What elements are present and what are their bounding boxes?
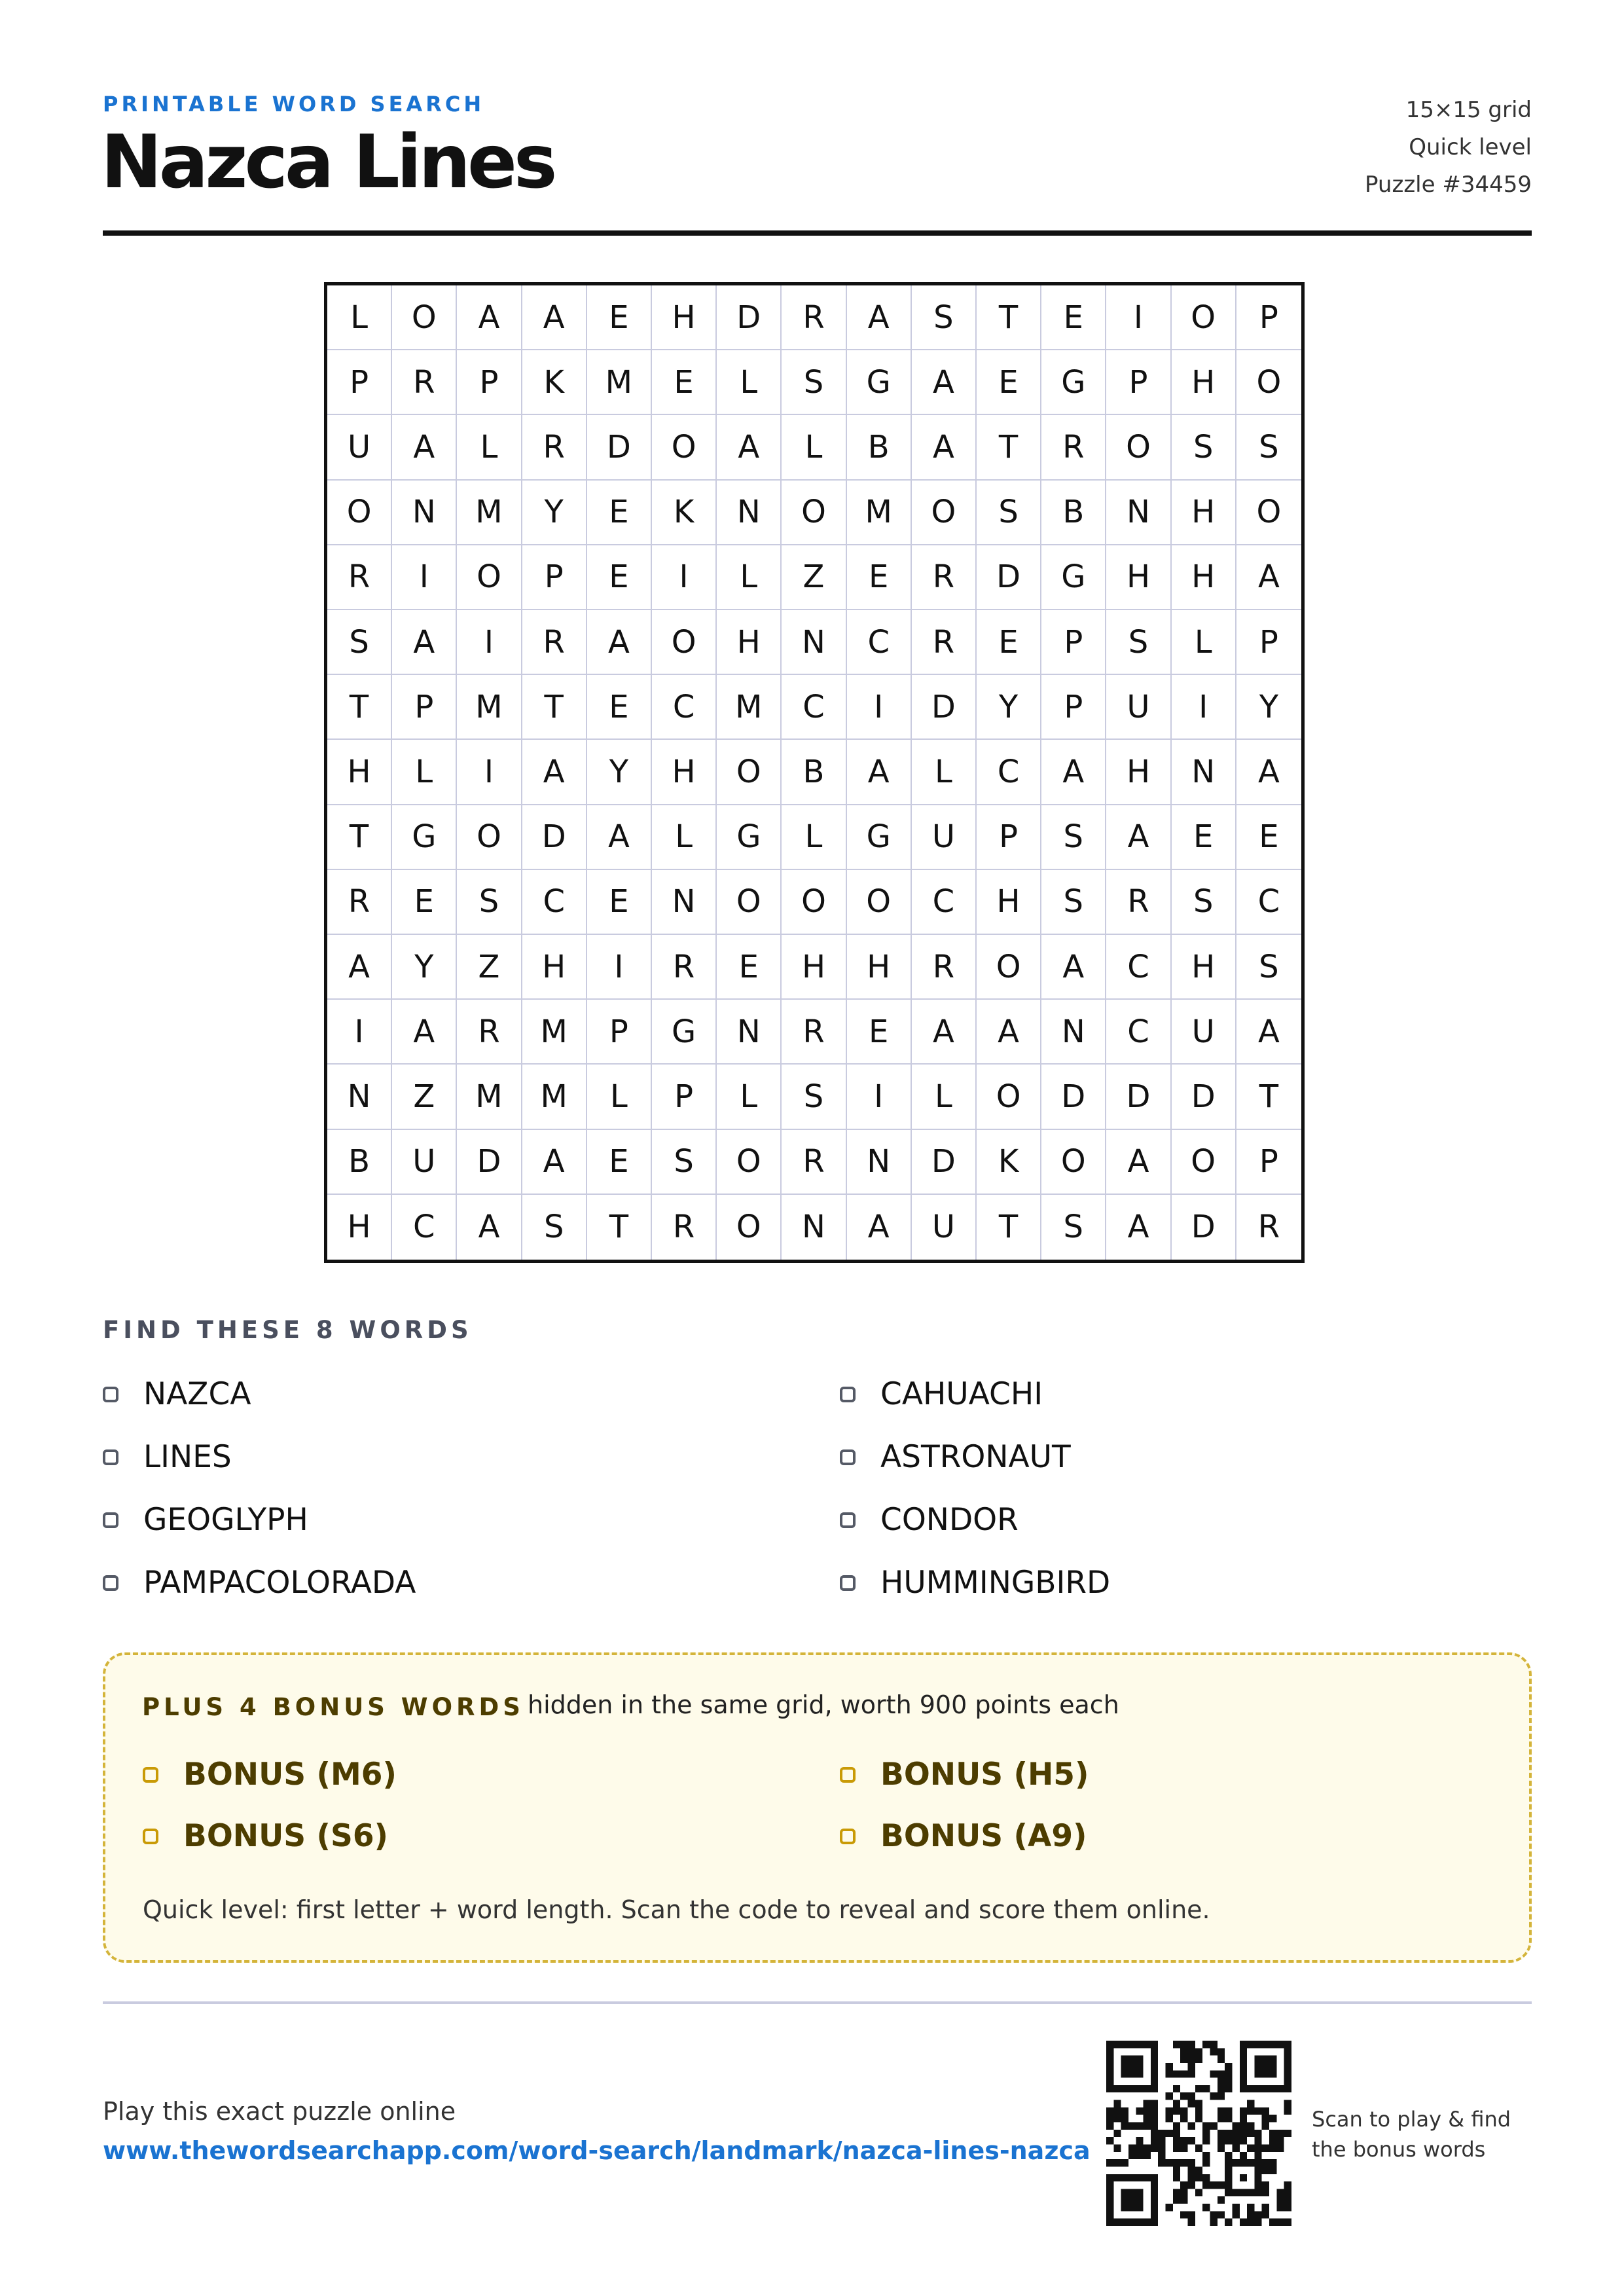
grid-cell[interactable]: O — [1172, 285, 1236, 350]
grid-cell[interactable]: H — [1172, 545, 1236, 610]
grid-cell[interactable]: I — [392, 545, 457, 610]
grid-cell[interactable]: M — [457, 675, 522, 740]
grid-cell[interactable]: E — [1041, 285, 1106, 350]
grid-cell[interactable]: I — [847, 675, 912, 740]
grid-cell[interactable]: R — [652, 1195, 717, 1260]
grid-cell[interactable]: B — [1041, 481, 1106, 545]
grid-cell[interactable]: O — [847, 870, 912, 935]
grid-cell[interactable]: D — [912, 675, 977, 740]
word-label: GEOGLYPH — [143, 1502, 308, 1538]
grid-cell[interactable]: A — [522, 285, 587, 350]
grid-cell[interactable]: S — [652, 1130, 717, 1195]
grid-cell[interactable]: R — [782, 1130, 846, 1195]
grid-cell[interactable]: O — [457, 545, 522, 610]
grid-cell[interactable]: I — [457, 610, 522, 675]
grid-cell[interactable]: H — [1106, 740, 1171, 805]
bonus-word-item[interactable] — [143, 1757, 397, 1793]
grid-cell[interactable]: A — [392, 1000, 457, 1065]
grid-cell[interactable]: T — [977, 415, 1041, 480]
grid-cell[interactable]: P — [587, 1000, 652, 1065]
grid-cell[interactable]: R — [912, 545, 977, 610]
grid-cell[interactable]: K — [977, 1130, 1041, 1195]
grid-cell[interactable]: R — [1106, 870, 1171, 935]
grid-cell[interactable]: H — [652, 740, 717, 805]
grid-cell[interactable]: E — [1236, 805, 1301, 870]
grid-cell[interactable]: D — [1106, 1065, 1171, 1129]
grid-cell[interactable]: I — [1172, 675, 1236, 740]
kicker: PRINTABLE WORD SEARCH — [103, 92, 485, 117]
grid-cell[interactable]: N — [652, 870, 717, 935]
grid-cell[interactable]: N — [1172, 740, 1236, 805]
grid-cell[interactable]: A — [912, 415, 977, 480]
grid-cell[interactable]: P — [1041, 675, 1106, 740]
grid-cell[interactable]: U — [327, 415, 392, 480]
checkbox[interactable] — [103, 1449, 118, 1465]
grid-cell[interactable]: H — [327, 1195, 392, 1260]
grid-cell[interactable]: K — [522, 350, 587, 415]
grid-cell[interactable]: R — [1257, 1209, 1280, 1246]
grid-cell[interactable]: M — [457, 1065, 522, 1129]
grid-cell[interactable]: I — [587, 935, 652, 1000]
grid-cell[interactable]: A — [1236, 1000, 1301, 1065]
grid-cell[interactable]: L — [327, 285, 392, 350]
grid-cell[interactable]: L — [717, 1065, 782, 1129]
grid-cell[interactable]: L — [912, 1065, 977, 1129]
bonus-word-label: BONUS (M6) — [183, 1757, 397, 1793]
puzzle-number: Puzzle #34459 — [1365, 172, 1532, 198]
grid-cell[interactable]: P — [1236, 1130, 1301, 1195]
word-label: ASTRONAUT — [880, 1439, 1071, 1475]
difficulty-level: Quick level — [1409, 134, 1532, 160]
play-online-label: Play this exact puzzle online — [103, 2097, 456, 2126]
grid-cell[interactable]: U — [392, 1130, 457, 1195]
grid-cell[interactable]: H — [1172, 935, 1236, 1000]
grid-cell[interactable]: C — [1106, 935, 1171, 1000]
grid-cell[interactable]: A — [457, 285, 522, 350]
grid-cell[interactable]: H — [847, 935, 912, 1000]
grid-cell[interactable]: Y — [392, 935, 457, 1000]
scan-instructions — [1312, 2104, 1511, 2165]
grid-cell[interactable]: P — [392, 675, 457, 740]
grid-cell[interactable]: R — [912, 935, 977, 1000]
grid-size: 15×15 grid — [1405, 97, 1532, 123]
grid-cell[interactable]: H — [522, 935, 587, 1000]
letter-grid — [324, 282, 1305, 1263]
grid-cell[interactable]: B — [327, 1130, 392, 1195]
grid-cell[interactable]: E — [847, 1000, 912, 1065]
grid-cell[interactable]: I — [1106, 285, 1171, 350]
grid-cell[interactable]: O — [977, 1065, 1041, 1129]
grid-cell[interactable]: P — [1041, 610, 1106, 675]
grid-cell[interactable]: I — [847, 1065, 912, 1129]
grid-cell[interactable]: P — [652, 1065, 717, 1129]
grid-cell[interactable]: S — [1172, 415, 1236, 480]
grid-cell[interactable]: H — [1106, 545, 1171, 610]
grid-cell[interactable]: Y — [522, 481, 587, 545]
grid-cell[interactable]: M — [457, 481, 522, 545]
bonus-word-item[interactable] — [840, 1818, 1087, 1854]
grid-cell[interactable]: E — [717, 935, 782, 1000]
grid-cell[interactable]: P — [457, 350, 522, 415]
bonus-checkbox[interactable] — [143, 1829, 158, 1844]
grid-cell[interactable]: K — [652, 481, 717, 545]
grid-cell[interactable]: R — [782, 1000, 846, 1065]
grid-cell[interactable]: A — [587, 610, 652, 675]
grid-cell[interactable]: M — [522, 1000, 587, 1065]
grid-cell[interactable]: L — [717, 350, 782, 415]
grid-cell[interactable]: Y — [1236, 675, 1301, 740]
checkbox[interactable] — [840, 1449, 856, 1465]
word-list-heading: FIND THESE 8 WORDS — [103, 1316, 473, 1344]
grid-cell[interactable]: I — [457, 740, 522, 805]
bonus-word-label: BONUS (H5) — [880, 1757, 1089, 1793]
grid-cell[interactable]: O — [717, 1195, 782, 1260]
grid-cell[interactable]: C — [912, 870, 977, 935]
grid-cell[interactable]: M — [717, 675, 782, 740]
grid-cell[interactable]: S — [457, 870, 522, 935]
scan-line-1: Scan to play & find — [1312, 2107, 1511, 2132]
grid-cell[interactable]: E — [587, 1130, 652, 1195]
grid-cell[interactable]: S — [522, 1195, 587, 1260]
grid-cell[interactable]: T — [327, 805, 392, 870]
grid-cell[interactable]: N — [1041, 1000, 1106, 1065]
grid-cell[interactable]: E — [977, 610, 1041, 675]
grid-cell[interactable]: L — [392, 740, 457, 805]
grid-cell[interactable]: S — [782, 350, 846, 415]
grid-cell[interactable]: A — [1236, 545, 1301, 610]
grid-cell[interactable]: D — [912, 1130, 977, 1195]
grid-cell[interactable]: G — [392, 805, 457, 870]
grid-cell[interactable]: S — [1172, 870, 1236, 935]
grid-cell[interactable]: L — [652, 805, 717, 870]
grid-cell[interactable]: R — [1041, 415, 1106, 480]
grid-cell[interactable]: A — [1106, 1130, 1171, 1195]
grid-cell[interactable]: H — [977, 870, 1041, 935]
grid-cell[interactable]: A — [392, 610, 457, 675]
word-list-item[interactable] — [840, 1376, 1043, 1412]
grid-cell[interactable]: A — [392, 415, 457, 480]
grid-cell[interactable]: E — [652, 350, 717, 415]
grid-cell[interactable]: D — [1041, 1065, 1106, 1129]
grid-cell[interactable]: O — [327, 481, 392, 545]
grid-cell[interactable]: O — [1236, 481, 1301, 545]
grid-cell[interactable]: A — [912, 350, 977, 415]
word-label: LINES — [143, 1439, 232, 1475]
grid-cell[interactable]: G — [652, 1000, 717, 1065]
grid-cell[interactable]: A — [1106, 805, 1171, 870]
bonus-word-item[interactable] — [143, 1818, 388, 1854]
grid-cell[interactable]: E — [587, 675, 652, 740]
grid-cell[interactable]: O — [1106, 415, 1171, 480]
grid-cell[interactable]: T — [587, 1195, 652, 1260]
grid-cell[interactable]: T — [977, 285, 1041, 350]
word-list-item[interactable] — [103, 1565, 416, 1601]
grid-cell[interactable]: U — [912, 805, 977, 870]
grid-cell[interactable]: E — [392, 870, 457, 935]
grid-cell[interactable]: P — [1236, 285, 1301, 350]
grid-cell[interactable]: H — [327, 740, 392, 805]
grid-cell[interactable]: H — [717, 610, 782, 675]
grid-cell[interactable]: A — [457, 1195, 522, 1260]
grid-cell[interactable]: U — [912, 1195, 977, 1260]
grid-cell[interactable]: A — [1041, 740, 1106, 805]
grid-cell[interactable]: S — [1106, 610, 1171, 675]
grid-cell[interactable]: M — [522, 1065, 587, 1129]
grid-cell[interactable]: A — [327, 935, 392, 1000]
bonus-word-item[interactable] — [840, 1757, 1089, 1793]
grid-cell[interactable]: S — [912, 285, 977, 350]
grid-cell[interactable]: H — [1172, 481, 1236, 545]
grid-cell[interactable]: C — [392, 1195, 457, 1260]
grid-cell[interactable]: E — [587, 285, 652, 350]
grid-cell[interactable]: A — [847, 740, 912, 805]
checkbox[interactable] — [103, 1512, 118, 1528]
checkbox[interactable] — [840, 1387, 856, 1402]
bonus-word-label: BONUS (S6) — [183, 1818, 389, 1854]
grid-cell[interactable]: O — [912, 481, 977, 545]
grid-cell[interactable]: C — [522, 870, 587, 935]
grid-cell[interactable]: S — [977, 481, 1041, 545]
checkbox[interactable] — [103, 1575, 118, 1591]
grid-cell[interactable]: D — [587, 415, 652, 480]
grid-cell[interactable]: L — [717, 545, 782, 610]
grid-cell[interactable]: S — [1236, 415, 1301, 480]
grid-cell[interactable]: N — [847, 1130, 912, 1195]
grid-cell[interactable]: G — [717, 805, 782, 870]
grid-cell[interactable]: R — [912, 610, 977, 675]
grid-cell[interactable]: O — [977, 935, 1041, 1000]
grid-cell[interactable]: C — [977, 740, 1041, 805]
footer-divider — [103, 2001, 1532, 2004]
bonus-checkbox[interactable] — [840, 1767, 856, 1783]
grid-cell[interactable]: N — [392, 481, 457, 545]
grid-cell[interactable]: C — [1106, 1000, 1171, 1065]
puzzle-url-link[interactable]: www.thewordsearchapp.com/word-search/landmark/nazca-lines-nazca — [103, 2136, 1091, 2165]
grid-cell[interactable]: C — [652, 675, 717, 740]
grid-cell[interactable]: Y — [977, 675, 1041, 740]
grid-cell[interactable]: B — [782, 740, 846, 805]
word-list-item[interactable] — [840, 1502, 1019, 1538]
grid-cell[interactable]: A — [522, 1130, 587, 1195]
grid-cell[interactable]: O — [1172, 1130, 1236, 1195]
bonus-subheading: hidden in the same grid, worth 900 points each — [528, 1690, 1119, 1719]
grid-cell[interactable]: A — [912, 1000, 977, 1065]
grid-cell[interactable]: S — [327, 610, 392, 675]
grid-cell[interactable]: A — [587, 805, 652, 870]
bonus-heading: PLUS 4 BONUS WORDS — [142, 1693, 524, 1721]
grid-cell[interactable]: E — [977, 350, 1041, 415]
grid-cell[interactable]: E — [847, 545, 912, 610]
grid-cell[interactable]: Y — [587, 740, 652, 805]
grid-cell[interactable]: D — [717, 285, 782, 350]
grid-cell[interactable]: P — [977, 805, 1041, 870]
grid-cell[interactable]: T — [522, 675, 587, 740]
grid-cell[interactable]: M — [847, 481, 912, 545]
bonus-checkbox[interactable] — [840, 1829, 856, 1844]
grid-cell[interactable]: L — [782, 805, 846, 870]
grid-cell[interactable]: E — [1172, 805, 1236, 870]
bonus-checkbox[interactable] — [143, 1767, 158, 1783]
grid-cell[interactable]: R — [327, 545, 392, 610]
grid-cell[interactable]: O — [1236, 350, 1301, 415]
grid-cell[interactable]: O — [652, 415, 717, 480]
grid-cell[interactable]: C — [782, 675, 846, 740]
grid-cell[interactable]: T — [327, 675, 392, 740]
checkbox[interactable] — [103, 1387, 118, 1402]
grid-cell[interactable]: A — [1106, 1195, 1171, 1260]
grid-cell[interactable]: P — [1106, 350, 1171, 415]
grid-cell[interactable]: P — [1236, 610, 1301, 675]
grid-cell[interactable]: H — [782, 935, 846, 1000]
grid-cell[interactable]: L — [782, 415, 846, 480]
grid-cell[interactable]: B — [847, 415, 912, 480]
grid-cell[interactable]: R — [522, 415, 587, 480]
grid-cell[interactable]: D — [1172, 1195, 1236, 1260]
word-label: CAHUACHI — [880, 1376, 1043, 1412]
grid-cell[interactable]: S — [1041, 805, 1106, 870]
grid-cell[interactable]: C — [1236, 870, 1301, 935]
grid-cell[interactable]: Z — [392, 1065, 457, 1129]
grid-cell[interactable]: R — [457, 1000, 522, 1065]
grid-cell[interactable]: D — [977, 545, 1041, 610]
header-divider — [103, 230, 1532, 236]
grid-cell[interactable]: E — [587, 545, 652, 610]
grid-cell[interactable]: G — [1041, 545, 1106, 610]
grid-cell[interactable]: T — [977, 1195, 1041, 1260]
word-list-item[interactable] — [840, 1565, 1110, 1601]
grid-cell[interactable]: R — [522, 610, 587, 675]
grid-cell[interactable]: P — [522, 545, 587, 610]
grid-cell[interactable]: S — [1041, 1195, 1106, 1260]
word-label: PAMPACOLORADA — [143, 1565, 416, 1601]
grid-cell[interactable]: A — [977, 1000, 1041, 1065]
checkbox[interactable] — [840, 1512, 856, 1528]
grid-cell[interactable]: S — [782, 1065, 846, 1129]
word-list-item[interactable] — [840, 1439, 1071, 1475]
grid-cell[interactable]: N — [717, 1000, 782, 1065]
grid-cell[interactable]: L — [912, 740, 977, 805]
grid-cell[interactable]: S — [1041, 870, 1106, 935]
grid-cell[interactable]: O — [652, 610, 717, 675]
grid-cell[interactable]: O — [717, 870, 782, 935]
grid-cell[interactable]: O — [782, 870, 846, 935]
grid-cell[interactable]: D — [457, 1130, 522, 1195]
grid-cell[interactable]: G — [1041, 350, 1106, 415]
word-label: NAZCA — [143, 1376, 251, 1412]
grid-cell[interactable]: P — [327, 350, 392, 415]
grid-cell[interactable]: Z — [457, 935, 522, 1000]
grid-cell[interactable]: R — [392, 350, 457, 415]
grid-cell[interactable]: A — [847, 1195, 912, 1260]
qr-code[interactable] — [1106, 2041, 1291, 2226]
grid-cell[interactable]: O — [782, 481, 846, 545]
grid-cell[interactable]: H — [1172, 350, 1236, 415]
bonus-word-label: BONUS (A9) — [880, 1818, 1087, 1854]
grid-cell[interactable]: O — [1041, 1130, 1106, 1195]
grid-cell[interactable]: A — [717, 415, 782, 480]
grid-cell[interactable]: E — [587, 481, 652, 545]
grid-cell[interactable]: N — [327, 1065, 392, 1129]
grid-cell[interactable]: N — [717, 481, 782, 545]
grid-cell[interactable]: G — [847, 805, 912, 870]
grid-cell[interactable]: R — [327, 870, 392, 935]
grid-cell[interactable]: O — [392, 285, 457, 350]
grid-cell[interactable]: S — [1236, 935, 1301, 1000]
grid-cell[interactable]: O — [717, 1130, 782, 1195]
word-list-item[interactable] — [103, 1376, 251, 1412]
grid-cell[interactable]: C — [847, 610, 912, 675]
checkbox[interactable] — [840, 1575, 856, 1591]
grid-cell[interactable]: L — [457, 415, 522, 480]
grid-cell[interactable]: U — [1172, 1000, 1236, 1065]
grid-cell[interactable]: M — [587, 350, 652, 415]
grid-cell[interactable]: D — [1172, 1065, 1236, 1129]
scan-line-2: the bonus words — [1312, 2137, 1486, 2162]
word-list-item[interactable] — [103, 1439, 232, 1475]
grid-cell[interactable]: D — [522, 805, 587, 870]
grid-cell[interactable]: R — [782, 285, 846, 350]
grid-cell[interactable]: A — [1041, 935, 1106, 1000]
grid-cell[interactable]: R — [652, 935, 717, 1000]
grid-cell[interactable]: N — [782, 610, 846, 675]
grid-cell[interactable]: L — [1172, 610, 1236, 675]
grid-cell[interactable]: A — [522, 740, 587, 805]
grid-cell[interactable]: T — [1236, 1065, 1301, 1129]
grid-cell[interactable]: I — [652, 545, 717, 610]
grid-cell[interactable]: N — [782, 1195, 846, 1260]
grid-cell[interactable]: A — [1236, 740, 1301, 805]
grid-cell[interactable]: I — [327, 1000, 392, 1065]
word-label: CONDOR — [880, 1502, 1019, 1538]
word-list-item[interactable] — [103, 1502, 308, 1538]
page-title: Nazca Lines — [101, 120, 554, 205]
grid-cell[interactable]: G — [847, 350, 912, 415]
grid-cell[interactable]: E — [587, 870, 652, 935]
grid-cell[interactable]: H — [652, 285, 717, 350]
grid-cell[interactable]: Z — [782, 545, 846, 610]
grid-cell[interactable]: O — [717, 740, 782, 805]
grid-cell[interactable]: U — [1106, 675, 1171, 740]
word-label: HUMMINGBIRD — [880, 1565, 1111, 1601]
grid-cell[interactable]: L — [587, 1065, 652, 1129]
grid-cell[interactable]: A — [847, 285, 912, 350]
grid-cell[interactable]: N — [1106, 481, 1171, 545]
bonus-note: Quick level: first letter + word length. Scan the code to reveal and score them online. — [143, 1895, 1210, 1924]
grid-cell[interactable]: O — [457, 805, 522, 870]
